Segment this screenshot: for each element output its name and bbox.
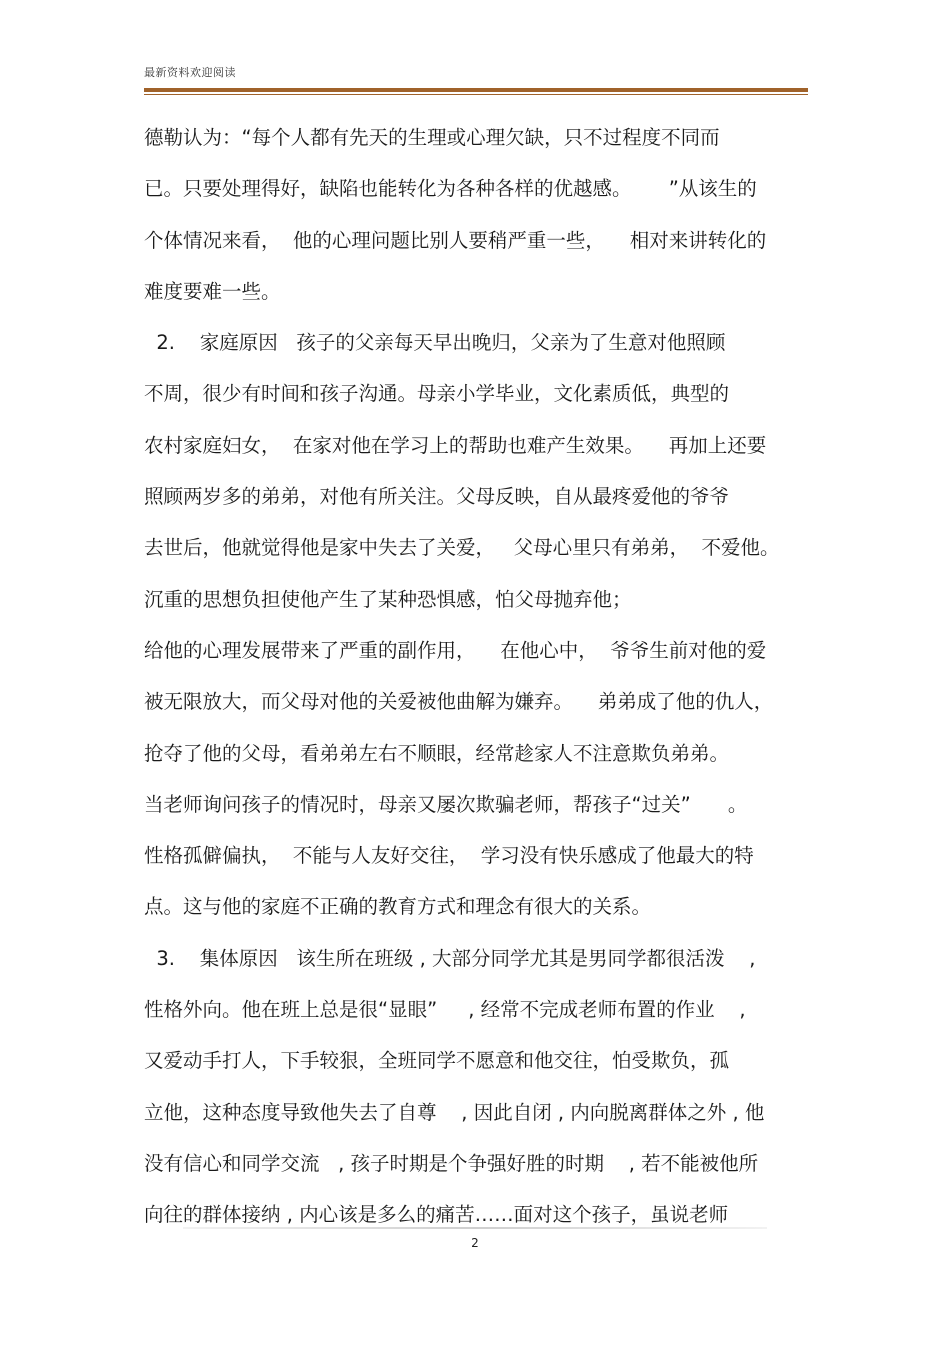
text-line: 性格孤僻偏执， 不能与人友好交往， 学习没有快乐感成了他最大的特 [144,844,754,868]
header-rule-thin [144,94,808,95]
text-line: 已。只要处理得好，缺陷也能转化为各种各样的优越感。 ”从该生的 [144,177,757,201]
text-line: 去世后，他就觉得他是家中失去了关爱， 父母心里只有弟弟， 不爱他。 [144,536,780,560]
page-header [144,64,808,80]
footer-rule [183,1227,767,1229]
text-line: 不周，很少有时间和孩子沟通。母亲小学毕业，文化素质低，典型的 [144,382,730,406]
header-rule [144,88,808,92]
text-line: 照顾两岁多的弟弟，对他有所关注。父母反映，自从最疼爱他的爷爷 [144,485,730,509]
text-line: 点。这与他的家庭不正确的教育方式和理念有很大的关系。 [144,895,652,919]
header-text: 最新资料欢迎阅读 [144,66,236,79]
text-line: 沉重的思想负担使他产生了某种恐惧感，怕父母抛弃他； [144,587,632,611]
page-number: 2 [471,1236,479,1250]
text-line: 当老师询问孩子的情况时，母亲又屡次欺骗老师，帮孩子“过关” 。 [144,792,748,816]
text-line: 抢夺了他的父母，看弟弟左右不顺眼，经常趁家人不注意欺负弟弟。 [144,741,730,765]
text-line: 性格外向。他在班上总是很“显眼” , 经常不完成老师布置的作业 , [144,998,746,1022]
text-line: 3. 集体原因 该生所在班级 , 大部分同学尤其是男同学都很活泼 , [144,946,756,970]
text-line: 难度要难一些。 [144,279,281,303]
text-line: 没有信心和同学交流 , 孩子时期是个争强好胜的时期 , 若不能被他所 [144,1151,759,1175]
document-body [144,123,814,1252]
text-line: 被无限放大，而父母对他的关爱被他曲解为嫌弃。 弟弟成了他的仇人， [144,690,774,714]
text-line: 给他的心理发展带来了严重的副作用， 在他心中， 爷爷生前对他的爱 [144,638,767,662]
text-line: 立他，这种态度导致他失去了自尊 , 因此自闭 , 内向脱离群体之外 , 他 [144,1100,765,1124]
text-line: 又爱动手打人，下手较狠，全班同学不愿意和他交往，怕受欺负，孤 [144,1049,730,1073]
text-line: 向往的群体接纳 , 内心该是多么的痛苦……面对这个孩子，虽说老师 [144,1203,729,1227]
text-line: 个体情况来看， 他的心理问题比别人要稍严重一些， 相对来讲转化的 [144,228,767,252]
text-line: 农村家庭妇女， 在家对他在学习上的帮助也难产生效果。 再加上还要 [144,433,767,457]
text-line: 德勒认为：“每个人都有先天的生理或心理欠缺，只不过程度不同而 [144,126,720,149]
text-line: 2. 家庭原因 孩子的父亲每天早出晚归，父亲为了生意对他照顾 [144,331,726,355]
